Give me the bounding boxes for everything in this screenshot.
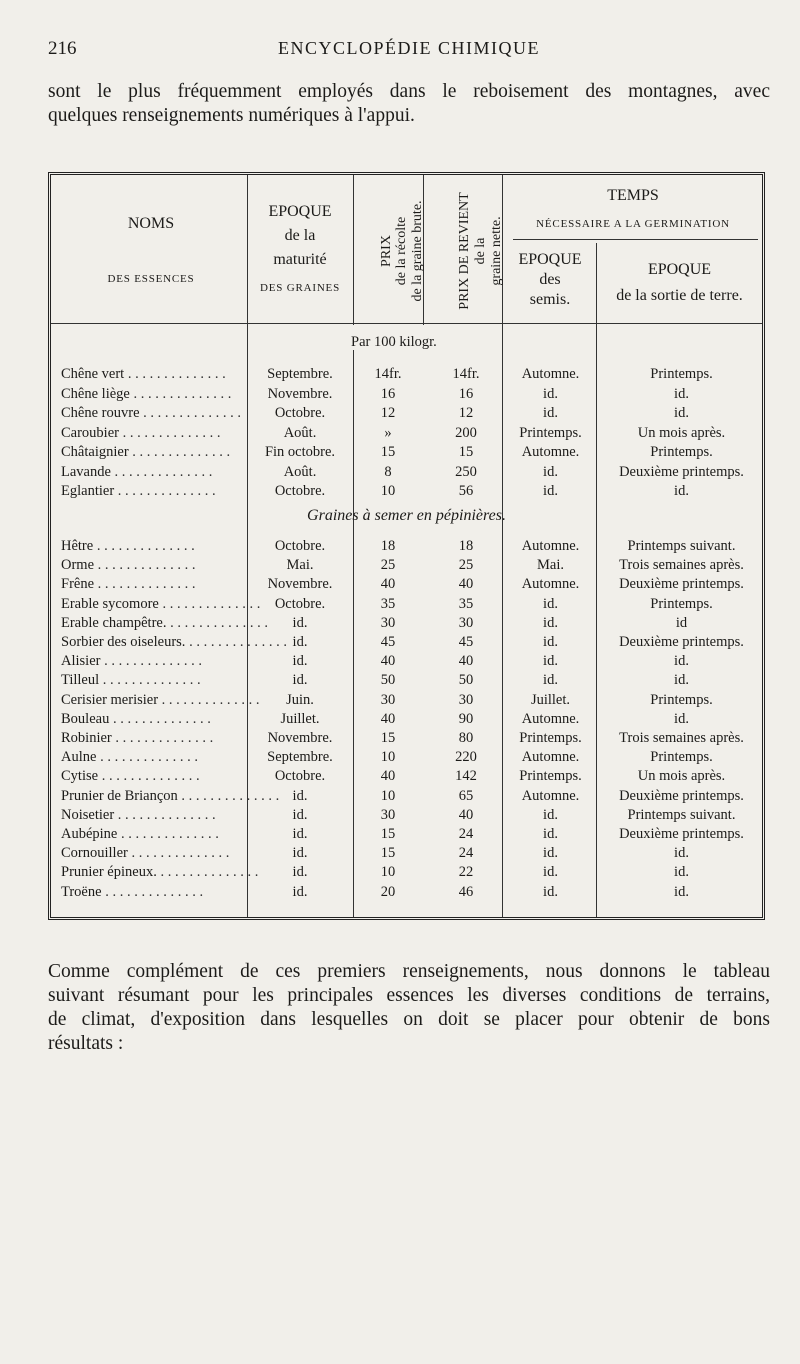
table-row bbox=[51, 424, 762, 443]
table-row bbox=[51, 575, 762, 594]
net-price: 22 bbox=[458, 864, 474, 881]
table-row bbox=[51, 633, 762, 652]
maturity-period: id. bbox=[292, 845, 308, 862]
species-name: Frêne . . . . . . . . . . . . . . bbox=[61, 576, 196, 593]
maturity-period: id. bbox=[292, 864, 308, 881]
dot-leader: . . . . . . . . . . . . . . bbox=[124, 366, 226, 382]
sowing-period: id. bbox=[543, 405, 558, 421]
maturity-period: Août. bbox=[283, 463, 317, 480]
dot-leader: . . . . . . . . . . . . . . bbox=[166, 614, 268, 631]
header-epoque-maturite: EPOQUE bbox=[268, 203, 332, 220]
emergence-period: Deuxième printemps. bbox=[619, 826, 744, 842]
raw-price: 45 bbox=[380, 634, 396, 650]
maturity-period: Novembre. bbox=[267, 576, 333, 593]
raw-price: 30 bbox=[380, 691, 396, 708]
emergence-period: Un mois après. bbox=[637, 768, 726, 785]
maturity-period: Octobre. bbox=[274, 595, 326, 612]
emergence-period: Printemps. bbox=[650, 444, 713, 460]
table-row bbox=[51, 614, 762, 633]
sowing-period: id. bbox=[543, 653, 558, 670]
table-row bbox=[51, 863, 762, 882]
dot-leader: . . . . . . . . . . . . . . bbox=[100, 653, 202, 670]
dot-leader: . . . . . . . . . . . . . . bbox=[118, 424, 221, 441]
header-graine-brute: de la graine brute. bbox=[410, 200, 425, 302]
emergence-period: id bbox=[675, 614, 688, 631]
maturity-period: id. bbox=[292, 883, 308, 900]
emergence-period: Deuxième printemps. bbox=[619, 576, 744, 593]
net-price: 40 bbox=[458, 806, 474, 823]
species-name: Hêtre . . . . . . . . . . . . . . bbox=[61, 538, 195, 554]
net-price: 45 bbox=[458, 634, 474, 650]
emergence-period: id. bbox=[674, 883, 689, 900]
sowing-period: id. bbox=[543, 806, 558, 823]
sowing-period: Printemps. bbox=[519, 768, 582, 785]
species-name: Tilleul . . . . . . . . . . . . . . bbox=[61, 672, 201, 689]
header-temps: TEMPS bbox=[607, 187, 659, 204]
intro-line: quelques renseignements numériques à l'appui. bbox=[48, 105, 415, 126]
unit-label: Par 100 kilogr. bbox=[351, 334, 437, 350]
dot-leader: . . . . . . . . . . . . . . bbox=[158, 691, 260, 708]
maturity-period: id. bbox=[292, 806, 308, 823]
maturity-period: id. bbox=[292, 787, 308, 804]
intro-paragraph bbox=[48, 80, 770, 128]
net-price: 220 bbox=[455, 749, 477, 766]
emergence-period: id. bbox=[674, 385, 689, 402]
raw-price: 40 bbox=[380, 653, 396, 670]
net-price: 90 bbox=[458, 710, 474, 727]
dot-leader: . . . . . . . . . . . . . . bbox=[99, 672, 201, 689]
sowing-period: id. bbox=[543, 864, 558, 881]
dot-leader: . . . . . . . . . . . . . . bbox=[139, 405, 242, 421]
species-name: Chêne vert . . . . . . . . . . . . . . bbox=[61, 366, 226, 382]
species-table bbox=[48, 172, 765, 920]
table-row bbox=[51, 404, 762, 423]
table-row bbox=[51, 825, 762, 844]
maturity-period: Octobre. bbox=[274, 405, 326, 421]
emergence-period: Printemps. bbox=[650, 595, 713, 612]
dot-leader: . . . . . . . . . . . . . . bbox=[158, 595, 261, 612]
net-price: 24 bbox=[458, 826, 474, 842]
species-name: Erable champêtre. . . . . . . . . . . . . . . bbox=[61, 614, 268, 631]
dot-leader: . . . . . . . . . . . . . . bbox=[110, 463, 213, 480]
sowing-period: id. bbox=[543, 385, 558, 402]
species-name: Bouleau . . . . . . . . . . . . . . bbox=[61, 710, 211, 727]
maturity-period: Octobre. bbox=[274, 538, 326, 554]
section-caption: Graines à semer en pépinières. bbox=[307, 507, 506, 524]
emergence-period: Printemps suivant. bbox=[627, 806, 736, 823]
raw-price: 12 bbox=[380, 405, 396, 421]
raw-price: » bbox=[384, 424, 392, 441]
net-price: 65 bbox=[458, 787, 474, 804]
raw-price: 10 bbox=[380, 864, 396, 881]
raw-price: 10 bbox=[380, 749, 396, 766]
table-row bbox=[51, 671, 762, 690]
dot-leader: . . . . . . . . . . . . . . bbox=[185, 634, 287, 650]
emergence-period: Deuxième printemps. bbox=[619, 463, 744, 480]
net-price: 40 bbox=[458, 576, 474, 593]
table-row bbox=[51, 443, 762, 462]
sowing-period: id. bbox=[543, 634, 558, 650]
net-price: 24 bbox=[458, 845, 474, 862]
dot-leader: . . . . . . . . . . . . . . bbox=[96, 749, 198, 766]
dot-leader: . . . . . . . . . . . . . . bbox=[111, 730, 214, 746]
outro-line: Comme complément de ces premiers renseignements, nous donnons le tableau bbox=[48, 961, 770, 982]
table-row bbox=[51, 710, 762, 729]
net-price: 25 bbox=[458, 557, 474, 574]
sowing-period: Automne. bbox=[521, 538, 580, 554]
intro-line: sont le plus fréquemment employés dans le reboisement des montagnes, avec bbox=[48, 81, 770, 102]
net-price: 80 bbox=[458, 730, 474, 746]
header-de-la-recolte: de la récolte bbox=[394, 216, 409, 286]
net-price: 30 bbox=[458, 691, 474, 708]
emergence-period: Deuxième printemps. bbox=[619, 787, 744, 804]
header-epoque-maturite-de-la: de la bbox=[284, 227, 316, 244]
running-title: ENCYCLOPÉDIE CHIMIQUE bbox=[278, 38, 540, 58]
dot-leader: . . . . . . . . . . . . . . bbox=[98, 768, 200, 785]
species-name: Chêne liège . . . . . . . . . . . . . . bbox=[61, 385, 232, 402]
header-graine-nette: graine nette. bbox=[489, 216, 504, 286]
maturity-period: id. bbox=[292, 634, 308, 650]
emergence-period: id. bbox=[674, 405, 689, 421]
dot-leader: . . . . . . . . . . . . . . bbox=[128, 444, 231, 460]
outro-line: de climat, d'exposition dans lesquelles on doit se placer pour obtenir de bons bbox=[48, 1009, 770, 1030]
raw-price: 14fr. bbox=[374, 366, 402, 382]
net-price: 12 bbox=[458, 405, 474, 421]
species-name: Lavande . . . . . . . . . . . . . . bbox=[61, 463, 213, 480]
raw-price: 40 bbox=[380, 768, 396, 785]
species-name: Chêne rouvre . . . . . . . . . . . . . . bbox=[61, 405, 242, 421]
maturity-period: Juillet. bbox=[280, 710, 320, 727]
sowing-period: Automne. bbox=[521, 444, 580, 460]
species-name: Prunier épineux. . . . . . . . . . . . . . . bbox=[61, 864, 259, 881]
sowing-period: Mai. bbox=[537, 557, 564, 574]
dot-leader: . . . . . . . . . . . . . . bbox=[94, 576, 196, 593]
table-row bbox=[51, 767, 762, 786]
species-name: Erable sycomore . . . . . . . . . . . . . . bbox=[61, 595, 261, 612]
dot-leader: . . . . . . . . . . . . . . bbox=[177, 787, 280, 804]
species-name: Cornouiller . . . . . . . . . . . . . . bbox=[61, 845, 230, 862]
dot-leader: . . . . . . . . . . . . . . bbox=[114, 806, 216, 823]
maturity-period: id. bbox=[292, 826, 308, 842]
raw-price: 15 bbox=[380, 730, 396, 746]
table-row bbox=[51, 691, 762, 710]
maturity-period: Mai. bbox=[286, 557, 314, 574]
net-price: 40 bbox=[458, 653, 474, 670]
header-semis: semis. bbox=[529, 291, 571, 308]
net-price: 50 bbox=[458, 672, 474, 689]
raw-price: 25 bbox=[380, 557, 396, 574]
species-name: Caroubier . . . . . . . . . . . . . . bbox=[61, 424, 221, 441]
raw-price: 30 bbox=[380, 806, 396, 823]
header-noms: NOMS bbox=[127, 215, 175, 232]
raw-price: 50 bbox=[380, 672, 396, 689]
net-price: 30 bbox=[458, 614, 474, 631]
raw-price: 20 bbox=[380, 883, 396, 900]
maturity-period: Août. bbox=[283, 424, 317, 441]
header-de-la: de la bbox=[473, 237, 488, 265]
table-row bbox=[51, 385, 762, 404]
maturity-period: id. bbox=[292, 653, 308, 670]
species-name: Sorbier des oiseleurs. . . . . . . . . . . . . . . bbox=[61, 634, 287, 650]
table-row bbox=[51, 556, 762, 575]
header-germination: NÉCESSAIRE A LA GERMINATION bbox=[536, 218, 730, 230]
maturity-period: Novembre. bbox=[267, 385, 333, 402]
emergence-period: id. bbox=[674, 672, 689, 689]
dot-leader: . . . . . . . . . . . . . . bbox=[117, 826, 219, 842]
raw-price: 40 bbox=[380, 576, 396, 593]
header-epoque-semis: EPOQUE bbox=[518, 251, 582, 268]
net-price: 35 bbox=[458, 595, 474, 612]
emergence-period: Printemps. bbox=[650, 749, 713, 766]
maturity-period: Octobre. bbox=[274, 768, 326, 785]
raw-price: 30 bbox=[380, 614, 396, 631]
net-price: 16 bbox=[458, 385, 474, 402]
table-row bbox=[51, 787, 762, 806]
outro-line: résultats : bbox=[48, 1033, 124, 1054]
column-divider bbox=[353, 175, 354, 325]
species-name: Alisier . . . . . . . . . . . . . . bbox=[61, 653, 202, 670]
dot-leader: . . . . . . . . . . . . . . bbox=[114, 483, 216, 499]
sowing-period: id. bbox=[543, 845, 558, 862]
emergence-period: Trois semaines après. bbox=[619, 730, 744, 746]
raw-price: 8 bbox=[384, 463, 392, 480]
maturity-period: Octobre. bbox=[274, 483, 326, 499]
net-price: 142 bbox=[455, 768, 477, 785]
raw-price: 10 bbox=[380, 787, 396, 804]
sowing-period: Printemps. bbox=[519, 424, 582, 441]
species-name: Prunier de Briançon . . . . . . . . . . . . . . bbox=[61, 787, 280, 804]
emergence-period: Printemps. bbox=[650, 366, 713, 382]
species-name: Robinier . . . . . . . . . . . . . . bbox=[61, 730, 214, 746]
raw-price: 35 bbox=[380, 595, 396, 612]
raw-price: 15 bbox=[380, 444, 396, 460]
species-name: Noisetier . . . . . . . . . . . . . . bbox=[61, 806, 216, 823]
header-epoque-sortie: EPOQUE bbox=[647, 261, 712, 278]
net-price: 46 bbox=[458, 883, 474, 900]
table-row bbox=[51, 883, 762, 902]
header-epoque-maturite-maturite: maturité bbox=[273, 251, 327, 268]
outro-line: suivant résumant pour les principales essences les diverses conditions de terrains, bbox=[48, 985, 770, 1006]
table-row bbox=[51, 482, 762, 501]
sowing-period: id. bbox=[543, 614, 558, 631]
table-row bbox=[51, 595, 762, 614]
maturity-period: Septembre. bbox=[267, 366, 333, 382]
header-des-graines: DES GRAINES bbox=[260, 282, 340, 294]
net-price: 250 bbox=[455, 463, 477, 480]
raw-price: 15 bbox=[380, 845, 396, 862]
emergence-period: Printemps suivant. bbox=[627, 538, 736, 554]
raw-price: 10 bbox=[380, 483, 396, 499]
dot-leader: . . . . . . . . . . . . . . bbox=[127, 845, 230, 862]
sowing-period: Automne. bbox=[521, 576, 580, 593]
raw-price: 16 bbox=[380, 385, 396, 402]
emergence-period: Un mois après. bbox=[637, 424, 726, 441]
emergence-period: Deuxième printemps. bbox=[619, 634, 744, 650]
dot-leader: . . . . . . . . . . . . . . bbox=[94, 557, 196, 574]
dot-leader: . . . . . . . . . . . . . . bbox=[93, 538, 195, 554]
sowing-period: Automne. bbox=[521, 787, 580, 804]
species-name: Châtaignier . . . . . . . . . . . . . . bbox=[61, 444, 231, 460]
table-row bbox=[51, 365, 762, 384]
species-name: Aulne . . . . . . . . . . . . . . bbox=[61, 749, 198, 766]
maturity-period: Fin octobre. bbox=[264, 444, 336, 460]
table-row bbox=[51, 537, 762, 556]
species-name: Troëne . . . . . . . . . . . . . . bbox=[61, 883, 204, 900]
page-number: 216 bbox=[48, 38, 77, 59]
maturity-period: Juin. bbox=[286, 691, 314, 708]
dot-leader: . . . . . . . . . . . . . . bbox=[156, 864, 259, 881]
sowing-period: Juillet. bbox=[530, 691, 571, 708]
sowing-period: Automne. bbox=[521, 749, 580, 766]
emergence-period: id. bbox=[674, 710, 689, 727]
sowing-period: Automne. bbox=[521, 710, 580, 727]
maturity-period: Septembre. bbox=[267, 749, 333, 766]
table-row bbox=[51, 729, 762, 748]
header-prix-de-revient: PRIX DE REVIENT bbox=[457, 192, 472, 310]
net-price: 15 bbox=[458, 444, 474, 460]
species-name: Cerisier merisier . . . . . . . . . . . . . . bbox=[61, 691, 260, 708]
raw-price: 40 bbox=[380, 710, 396, 727]
outro-paragraph bbox=[48, 960, 770, 1056]
sowing-period: id. bbox=[543, 826, 558, 842]
net-price: 18 bbox=[458, 538, 474, 554]
header-des: des bbox=[539, 271, 561, 288]
emergence-period: Trois semaines après. bbox=[619, 557, 744, 574]
net-price: 14fr. bbox=[452, 366, 480, 382]
sowing-period: id. bbox=[543, 483, 558, 499]
sowing-period: Printemps. bbox=[519, 730, 582, 746]
species-name: Eglantier . . . . . . . . . . . . . . bbox=[61, 483, 216, 499]
table-row bbox=[51, 806, 762, 825]
emergence-period: id. bbox=[674, 845, 689, 862]
dot-leader: . . . . . . . . . . . . . . bbox=[101, 883, 204, 900]
header-prix-recolte-3 bbox=[409, 176, 429, 326]
net-price: 56 bbox=[458, 483, 474, 499]
sowing-period: id. bbox=[543, 463, 558, 480]
sowing-period: id. bbox=[543, 672, 558, 689]
maturity-period: id. bbox=[292, 614, 308, 631]
table-row bbox=[51, 463, 762, 482]
species-name: Cytise . . . . . . . . . . . . . . bbox=[61, 768, 200, 785]
net-price: 200 bbox=[455, 424, 477, 441]
page-header bbox=[48, 38, 770, 62]
table-row bbox=[51, 652, 762, 671]
species-name: Orme . . . . . . . . . . . . . . bbox=[61, 557, 196, 574]
sowing-period: id. bbox=[543, 595, 558, 612]
emergence-period: id. bbox=[674, 864, 689, 881]
emergence-period: Printemps. bbox=[650, 691, 713, 708]
table-row bbox=[51, 748, 762, 767]
header-prix-label: PRIX bbox=[379, 235, 394, 267]
header-des-essences: DES ESSENCES bbox=[107, 273, 195, 285]
raw-price: 15 bbox=[380, 826, 396, 842]
dot-leader: . . . . . . . . . . . . . . bbox=[109, 710, 211, 727]
header-sortie-de-terre: de la sortie de terre. bbox=[616, 287, 743, 304]
sowing-period: id. bbox=[543, 883, 558, 900]
emergence-period: id. bbox=[674, 483, 689, 499]
maturity-period: id. bbox=[292, 672, 308, 689]
raw-price: 18 bbox=[380, 538, 396, 554]
table-row bbox=[51, 844, 762, 863]
dot-leader: . . . . . . . . . . . . . . bbox=[129, 385, 232, 402]
emergence-period: id. bbox=[674, 653, 689, 670]
sowing-period: Automne. bbox=[521, 366, 580, 382]
species-name: Aubépine . . . . . . . . . . . . . . bbox=[61, 826, 219, 842]
maturity-period: Novembre. bbox=[267, 730, 333, 746]
germination-brace bbox=[513, 239, 758, 240]
